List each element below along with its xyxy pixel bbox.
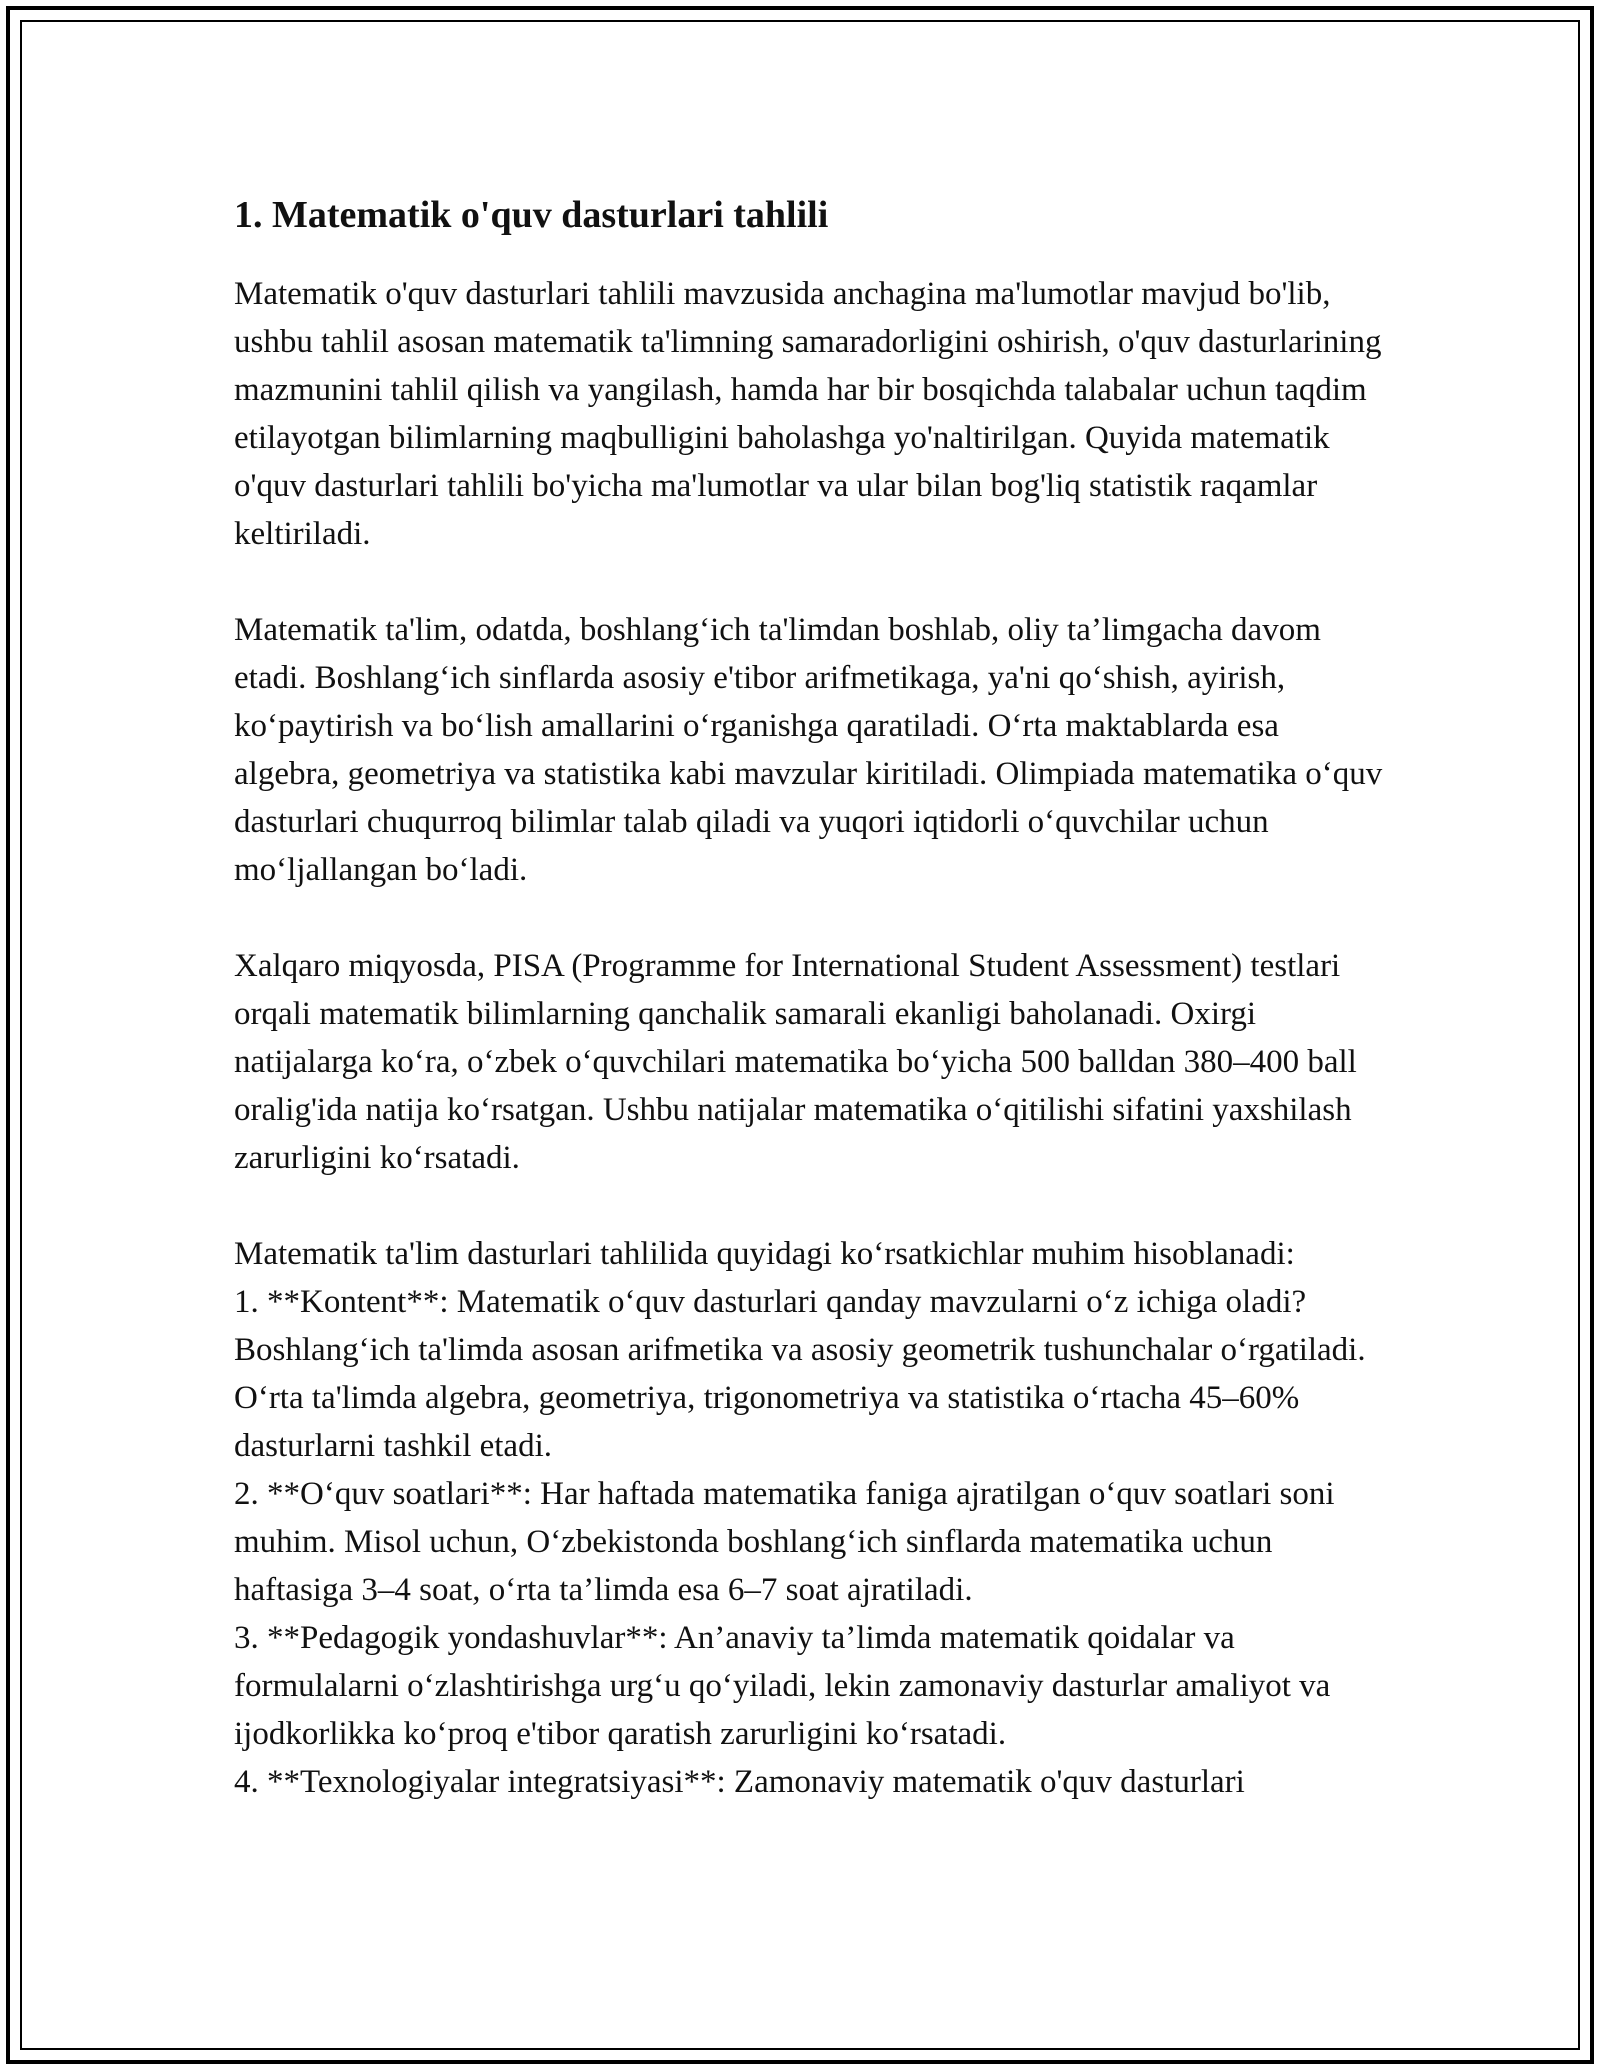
- list-item-pedagogy: 3. **Pedagogik yondashuvlar**: An’anaviy ta’limda matematik qoidalar va formulalarni o‘zlashtirishga urg‘u qo‘yiladi, lekin zamonaviy dasturlar amaliyot va ijodkorlikka ko‘proq e'tibor qaratish zarurligini ko‘rsatadi.: [234, 1620, 1331, 1752]
- paragraph-intro: Matematik o'quv dasturlari tahlili mavzusida anchagina ma'lumotlar mavjud bo'lib, ushbu tahlil asosan matematik ta'limning samaradorligini oshirish, o'quv dasturlarining mazmunini tahlil qilish va yangilash, hamda har bir bosqichda talabalar uchun taqdim etilayotgan bilimlarning maqbulligini baholashga yo'naltirilgan. Quyida matematik o'quv dasturlari tahlili bo'yicha ma'lumotlar va ular bilan bog'liq statistik raqamlar keltiriladi.: [234, 276, 1382, 552]
- list-item-content: 1. **Kontent**: Matematik o‘quv dasturlari qanday mavzularni o‘z ichiga oladi? Boshlang‘ich ta'limda asosan arifmetika va asosiy geometrik tushunchalar o‘rgatiladi. O‘rta ta'limda algebra, geometriya, trigonometriya va statistika o‘rtacha 45–60% dasturlarni tashkil etadi.: [234, 1284, 1366, 1464]
- paragraph-education-levels: Matematik ta'lim, odatda, boshlang‘ich ta'limdan boshlab, oliy ta’limgacha davom etadi. Boshlang‘ich sinflarda asosiy e'tibor arifmetikaga, ya'ni qo‘shish, ayirish, ko‘paytirish va bo‘lish amallarini o‘rganishga qaratiladi. O‘rta maktablarda esa algebra, geometriya va statistika kabi mavzular kiritiladi. Olimpiada matematika o‘quv dasturlari chuqurroq bilimlar talab qiladi va yuqori iqtidorli o‘quvchilar uchun mo‘ljallangan bo‘ladi.: [234, 612, 1383, 888]
- paragraph-pisa: Xalqaro miqyosda, PISA (Programme for International Student Assessment) testlari orqali matematik bilimlarning qanchalik samarali ekanligi baholanadi. Oxirgi natijalarga ko‘ra, o‘zbek o‘quvchilari matematika bo‘yicha 500 balldan 380–400 ball oralig'ida natija ko‘rsatgan. Ushbu natijalar matematika o‘qitilishi sifatini yaxshilash zarurligini ko‘rsatadi.: [234, 948, 1357, 1176]
- list-item-study-hours: 2. **O‘quv soatlari**: Har haftada matematika faniga ajratilgan o‘quv soatlari soni muhim. Misol uchun, O‘zbekistonda boshlang‘ich sinflarda matematika uchun haftasiga 3–4 soat, o‘rta ta’limda esa 6–7 soat ajratiladi.: [234, 1476, 1335, 1608]
- list-intro: Matematik ta'lim dasturlari tahlilida quyidagi ko‘rsatkichlar muhim hisoblanadi:: [234, 1236, 1295, 1272]
- document-body: [234, 186, 1384, 1806]
- indicator-list: [234, 1278, 1384, 1806]
- section-heading: 1. Matematik o'quv dasturlari tahlili: [234, 194, 829, 236]
- list-item-technology: 4. **Texnologiyalar integratsiyasi**: Zamonaviy matematik o'quv dasturlari: [234, 1764, 1245, 1800]
